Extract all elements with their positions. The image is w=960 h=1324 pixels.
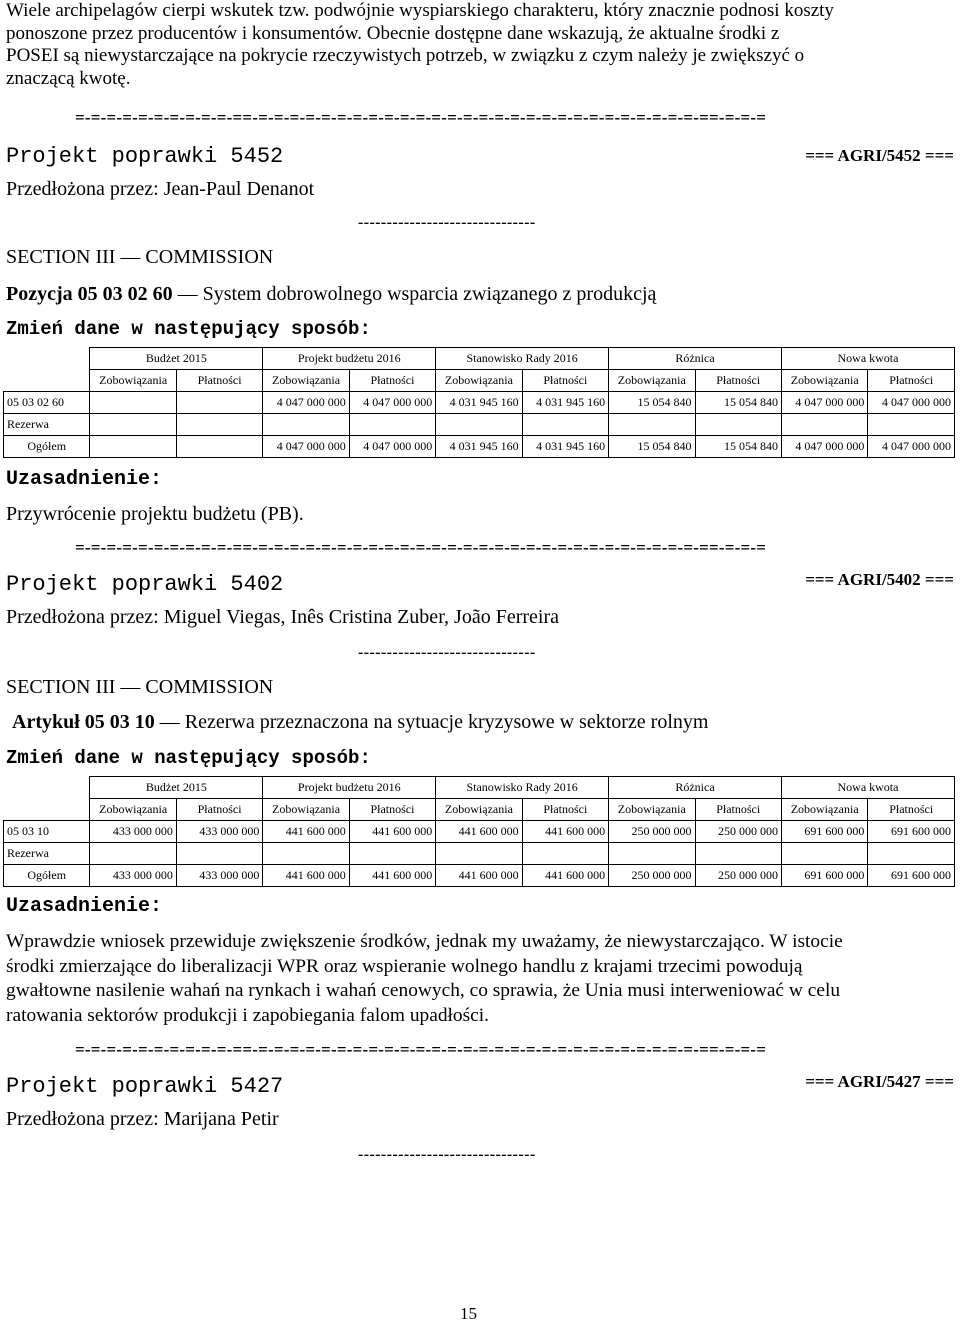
table-cell: 250 000 000: [695, 865, 781, 887]
section-heading: SECTION III — COMMISSION: [6, 246, 274, 268]
column-subheader: Zobowiązania: [263, 370, 349, 392]
column-group-header: Nowa kwota: [781, 777, 954, 799]
column-subheader: Płatności: [868, 370, 955, 392]
dash-line: -------------------------------: [358, 1146, 536, 1163]
column-group-header: Stanowisko Rady 2016: [436, 348, 609, 370]
dash-line: -------------------------------: [358, 214, 536, 231]
separator-line: =-=-=-=-=-=-=-=-=-=-==-=-=-=-=-=-=-=-=-=-=-=-=-=-=-=-=-=-=-=-=-=-=-=-=-=-=-=-=-==-=-=-=: [75, 538, 767, 557]
table-cell: 4 047 000 000: [349, 392, 435, 414]
table-cell: [868, 414, 955, 436]
justification-label: Uzasadnienie:: [6, 895, 163, 918]
dash-line: -------------------------------: [358, 644, 536, 661]
submitted-by: Przedłożona przez: Jean-Paul Denanot: [6, 178, 315, 200]
table-cell: [90, 436, 176, 458]
table-cell: 4 031 945 160: [436, 436, 522, 458]
table-cell: [176, 436, 262, 458]
table-row: [4, 414, 955, 436]
table-cell: [176, 843, 262, 865]
column-subheader: Zobowiązania: [90, 370, 176, 392]
column-subheader: Płatności: [868, 799, 955, 821]
change-label: Zmień dane w następujący sposób:: [6, 747, 371, 769]
table-cell: [781, 414, 867, 436]
column-subheader: Płatności: [176, 370, 262, 392]
table-cell: 250 000 000: [609, 865, 695, 887]
table-cell: 4 047 000 000: [868, 436, 955, 458]
table-cell: 433 000 000: [176, 821, 262, 843]
amendment-title: Projekt poprawki 5427: [6, 1074, 284, 1099]
column-subheader: Zobowiązania: [263, 799, 349, 821]
justification-line: ratowania sektorów produkcji i zapobiegania falom upadłości.: [6, 1004, 489, 1026]
table-cell: [868, 843, 955, 865]
column-subheader: Zobowiązania: [436, 370, 522, 392]
position-code: Pozycja 05 03 02 60: [6, 283, 173, 305]
column-subheader: Płatności: [695, 370, 781, 392]
table-cell: [695, 843, 781, 865]
table-row: [4, 843, 955, 865]
table-cell: 441 600 000: [522, 865, 608, 887]
column-group-header: Budżet 2015: [90, 348, 263, 370]
amendment-title: Projekt poprawki 5452: [6, 144, 284, 169]
justification-line: Wprawdzie wniosek przewiduje zwiększenie środków, jednak my uważamy, że niewystarczająco. W istocie: [6, 931, 843, 952]
budget-table: [3, 776, 955, 887]
table-cell: 4 047 000 000: [263, 392, 349, 414]
position-description: — System dobrowolnego wsparcia związanego z produkcją: [172, 283, 657, 305]
column-subheader: Zobowiązania: [609, 799, 695, 821]
table-cell: 4 047 000 000: [349, 436, 435, 458]
table-cell: 691 600 000: [868, 821, 955, 843]
column-subheader: Zobowiązania: [436, 799, 522, 821]
intro-line: POSEI są niewystarczające na pokrycie rzeczywistych potrzeb, w związku z czym należy je zwiększyć o: [6, 45, 805, 66]
table-cell: 250 000 000: [609, 821, 695, 843]
page-number: 15: [460, 1304, 477, 1323]
column-subheader: Zobowiązania: [781, 799, 867, 821]
table-cell: 250 000 000: [695, 821, 781, 843]
amendment-title: Projekt poprawki 5402: [6, 572, 284, 597]
column-group-header: Różnica: [609, 777, 782, 799]
submitted-by: Przedłożona przez: Miguel Viegas, Inês Cristina Zuber, João Ferreira: [6, 606, 559, 628]
column-subheader: Płatności: [349, 370, 435, 392]
table-cell: 441 600 000: [349, 865, 435, 887]
table-cell: [436, 414, 522, 436]
table-cell: [263, 843, 349, 865]
row-label: 05 03 02 60: [4, 392, 90, 414]
row-label: 05 03 10: [4, 821, 90, 843]
column-group-header: Nowa kwota: [781, 348, 954, 370]
table-cell: 15 054 840: [695, 392, 781, 414]
section-heading: SECTION III — COMMISSION: [6, 676, 274, 698]
amendment-code: === AGRI/5427 ===: [805, 1072, 954, 1091]
table-cell: 441 600 000: [263, 821, 349, 843]
table-cell: 4 031 945 160: [522, 392, 608, 414]
column-subheader: Zobowiązania: [90, 799, 176, 821]
table-cell: 4 031 945 160: [522, 436, 608, 458]
separator-line: =-=-=-=-=-=-=-=-=-=-==-=-=-=-=-=-=-=-=-=-=-=-=-=-=-=-=-=-=-=-=-=-=-=-=-=-=-=-=-==-=-=-=: [75, 108, 767, 127]
column-subheader: Płatności: [695, 799, 781, 821]
table-cell: [781, 843, 867, 865]
table-cell: 15 054 840: [695, 436, 781, 458]
budget-position: [12, 711, 708, 734]
table-cell: [349, 843, 435, 865]
budget-table: [3, 347, 955, 458]
column-group-header: Projekt budżetu 2016: [263, 777, 436, 799]
justification-line: środki zmierzające do liberalizacji WPR oraz wspieranie wolnego handlu z krajami trzecimi powodują: [6, 955, 803, 977]
table-subheader-row: [4, 370, 955, 392]
justification-line: gwałtowne nasilenie wahań na rynkach i wahań cenowych, co sprawia, że Unia musi interweniować w celu: [6, 980, 841, 1001]
intro-paragraph: [6, 0, 936, 90]
column-group-header: Różnica: [609, 348, 782, 370]
table-cell: 441 600 000: [522, 821, 608, 843]
table-cell: 433 000 000: [90, 821, 176, 843]
table-cell: 4 047 000 000: [781, 392, 867, 414]
table-cell: 441 600 000: [349, 821, 435, 843]
table-cell: 691 600 000: [781, 865, 867, 887]
justification-text: Przywrócenie projektu budżetu (PB).: [6, 503, 304, 525]
table-header-row: [4, 348, 955, 370]
table-total-row: [4, 865, 955, 887]
table-subheader-row: [4, 799, 955, 821]
column-subheader: Płatności: [522, 370, 608, 392]
column-subheader: Płatności: [522, 799, 608, 821]
table-cell: 441 600 000: [436, 821, 522, 843]
column-group-header: Stanowisko Rady 2016: [436, 777, 609, 799]
row-label: Ogółem: [4, 436, 90, 458]
table-cell: [176, 392, 262, 414]
justification-label: Uzasadnienie:: [6, 468, 163, 491]
table-total-row: [4, 436, 955, 458]
table-cell: 441 600 000: [436, 865, 522, 887]
column-group-header: Budżet 2015: [90, 777, 263, 799]
table-cell: 691 600 000: [781, 821, 867, 843]
row-label: Rezerwa: [4, 843, 90, 865]
table-cell: 15 054 840: [609, 392, 695, 414]
column-group-header: Projekt budżetu 2016: [263, 348, 436, 370]
table-cell: 691 600 000: [868, 865, 955, 887]
table-cell: [90, 843, 176, 865]
table-cell: [609, 414, 695, 436]
budget-position: [6, 283, 656, 306]
table-cell: [609, 843, 695, 865]
table-cell: [349, 414, 435, 436]
table-cell: 4 047 000 000: [868, 392, 955, 414]
table-cell: 433 000 000: [176, 865, 262, 887]
position-description: — Rezerwa przeznaczona na sytuacje kryzysowe w sektorze rolnym: [154, 711, 709, 733]
row-label: Ogółem: [4, 865, 90, 887]
change-label: Zmień dane w następujący sposób:: [6, 318, 371, 340]
amendment-code: === AGRI/5452 ===: [805, 146, 954, 165]
table-cell: [522, 843, 608, 865]
table-cell: 4 031 945 160: [436, 392, 522, 414]
column-subheader: Zobowiązania: [781, 370, 867, 392]
table-row: [4, 392, 955, 414]
table-cell: [90, 392, 176, 414]
table-cell: [522, 414, 608, 436]
table-row: [4, 821, 955, 843]
table-cell: 15 054 840: [609, 436, 695, 458]
table-cell: [176, 414, 262, 436]
table-cell: 433 000 000: [90, 865, 176, 887]
submitted-by: Przedłożona przez: Marijana Petir: [6, 1108, 279, 1130]
row-label: Rezerwa: [4, 414, 90, 436]
table-cell: 4 047 000 000: [263, 436, 349, 458]
table-cell: [263, 414, 349, 436]
intro-line: Wiele archipelagów cierpi wskutek tzw. podwójnie wyspiarskiego charakteru, który znacznie podnosi koszty: [6, 0, 834, 21]
column-subheader: Płatności: [176, 799, 262, 821]
table-cell: [436, 843, 522, 865]
table-cell: [90, 414, 176, 436]
intro-line: znaczącą kwotę.: [6, 67, 131, 89]
table-cell: 441 600 000: [263, 865, 349, 887]
table-cell: 4 047 000 000: [781, 436, 867, 458]
justification-text: [6, 930, 936, 1028]
column-subheader: Zobowiązania: [609, 370, 695, 392]
position-code: Artykuł 05 03 10: [12, 711, 155, 733]
separator-line: =-=-=-=-=-=-=-=-=-=-==-=-=-=-=-=-=-=-=-=-=-=-=-=-=-=-=-=-=-=-=-=-=-=-=-=-=-=-=-==-=-=-=: [75, 1040, 767, 1059]
table-cell: [695, 414, 781, 436]
column-subheader: Płatności: [349, 799, 435, 821]
intro-line: ponoszone przez producentów i konsumentów. Obecnie dostępne dane wskazują, że aktualne środki z: [6, 22, 780, 44]
table-header-row: [4, 777, 955, 799]
amendment-code: === AGRI/5402 ===: [805, 570, 954, 589]
